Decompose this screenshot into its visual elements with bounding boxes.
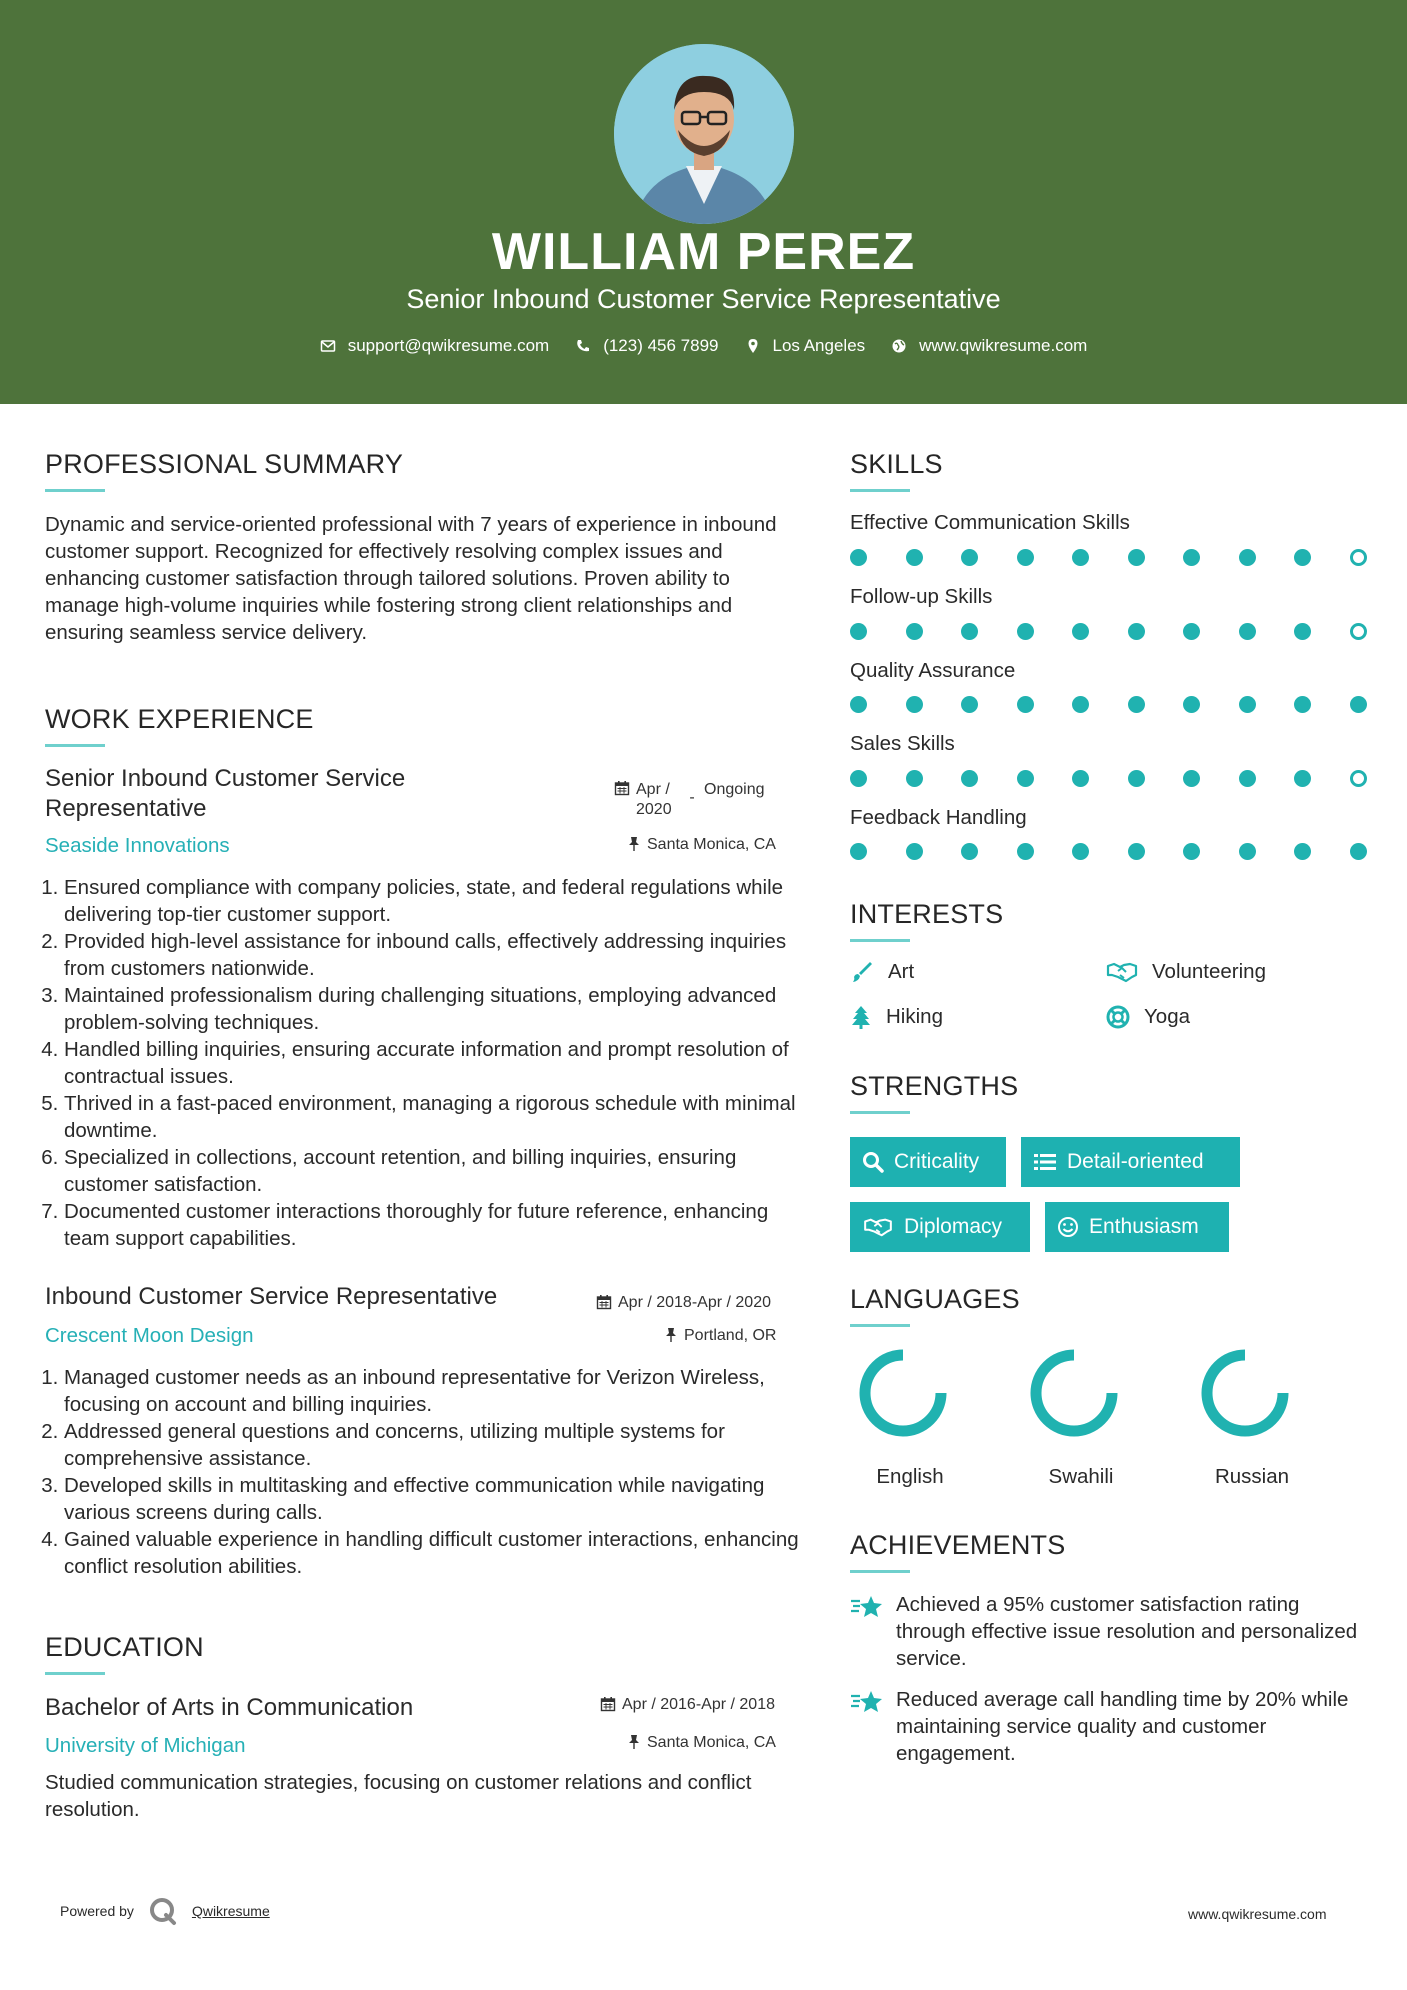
list-item: 2. Addressed general questions and concerns, utilizing multiple systems for comprehensive assistance. bbox=[64, 1418, 814, 1472]
rating-dot-filled bbox=[1239, 696, 1256, 713]
pushpin-icon bbox=[627, 1734, 641, 1750]
powered-by-text: Powered by bbox=[60, 1903, 134, 1919]
skill-name: Feedback Handling bbox=[850, 806, 1027, 829]
rating-dot-filled bbox=[1072, 843, 1089, 860]
education-dates bbox=[600, 1696, 775, 1714]
contact-email[interactable] bbox=[320, 336, 550, 356]
rating-dot-filled bbox=[1350, 843, 1367, 860]
rating-dot-filled bbox=[1072, 770, 1089, 787]
phone-icon bbox=[575, 338, 591, 354]
experience-heading: WORK EXPERIENCE bbox=[45, 704, 314, 734]
handshake-icon bbox=[1106, 960, 1138, 984]
phone-text: (123) 456 7899 bbox=[603, 336, 719, 355]
skills-underline bbox=[850, 489, 910, 492]
language-label: Russian bbox=[1214, 1465, 1290, 1488]
rating-dot-filled bbox=[961, 623, 978, 640]
interest-label: Art bbox=[888, 960, 915, 983]
job-dates bbox=[614, 780, 770, 820]
interests-underline bbox=[850, 939, 910, 942]
rating-dot-filled bbox=[1294, 696, 1311, 713]
rating-dot-empty bbox=[1350, 623, 1367, 640]
skill-rating bbox=[850, 549, 1370, 569]
contact-website[interactable] bbox=[891, 336, 1087, 356]
interest-item bbox=[1106, 1005, 1190, 1029]
strength-badge bbox=[1021, 1137, 1240, 1187]
rating-dot-filled bbox=[961, 549, 978, 566]
job-title: Inbound Customer Service Representative bbox=[45, 1283, 498, 1310]
candidate-name: WILLIAM PEREZ bbox=[491, 223, 916, 281]
job-date-start: Apr / 2020 bbox=[636, 781, 672, 818]
interest-label: Hiking bbox=[886, 1005, 943, 1028]
rating-dot-filled bbox=[850, 623, 867, 640]
skill-name: Follow-up Skills bbox=[850, 585, 993, 608]
search-icon bbox=[862, 1151, 884, 1173]
interest-item bbox=[1106, 960, 1266, 984]
pushpin-icon bbox=[664, 1327, 678, 1343]
lifebuoy-icon bbox=[1106, 1005, 1130, 1029]
interests-heading: INTERESTS bbox=[850, 899, 1004, 929]
rating-dot-filled bbox=[1072, 696, 1089, 713]
globe-icon bbox=[891, 338, 907, 354]
strength-badge bbox=[850, 1137, 1006, 1187]
rating-dot-filled bbox=[1128, 843, 1145, 860]
calendar-icon bbox=[596, 1294, 612, 1310]
pushpin-icon bbox=[627, 836, 641, 852]
rating-dot-filled bbox=[1239, 770, 1256, 787]
strength-label: Criticality bbox=[894, 1150, 980, 1173]
smile-icon bbox=[1057, 1216, 1079, 1238]
education-underline bbox=[45, 1672, 105, 1675]
achievement-item bbox=[850, 1591, 1370, 1672]
job-dates bbox=[596, 1294, 771, 1312]
job-location bbox=[664, 1327, 776, 1345]
list-item: 4. Handled billing inquiries, ensuring accurate information and prompt resolution of contractual issues. bbox=[64, 1036, 814, 1090]
rating-dot-filled bbox=[850, 549, 867, 566]
skill-name: Quality Assurance bbox=[850, 659, 1016, 682]
rating-dot-filled bbox=[850, 843, 867, 860]
list-item: 1. Managed customer needs as an inbound representative for Verizon Wireless, focusing on account and billing inquiries. bbox=[64, 1364, 814, 1418]
skill-name: Sales Skills bbox=[850, 732, 955, 755]
language-label: English bbox=[876, 1465, 944, 1488]
rating-dot-filled bbox=[1239, 843, 1256, 860]
qwikresume-link[interactable]: Qwikresume bbox=[191, 1903, 270, 1919]
education-location bbox=[627, 1734, 776, 1752]
rating-dot-filled bbox=[1017, 696, 1034, 713]
rating-dot-filled bbox=[961, 770, 978, 787]
contact-bar bbox=[0, 336, 1407, 356]
qwikresume-logo-icon bbox=[148, 1896, 178, 1926]
envelope-icon bbox=[320, 338, 336, 354]
rating-dot-filled bbox=[906, 770, 923, 787]
achievement-text: Reduced average call handling time by 20% while maintaining service quality and customer engagement. bbox=[896, 1688, 1349, 1765]
interest-item bbox=[850, 1005, 943, 1029]
rating-dot-filled bbox=[1128, 549, 1145, 566]
strengths-underline bbox=[850, 1111, 910, 1114]
rating-dot-empty bbox=[1350, 770, 1367, 787]
resume-header bbox=[0, 0, 1407, 404]
strengths-heading: STRENGTHS bbox=[850, 1071, 1019, 1101]
strength-badge bbox=[850, 1202, 1030, 1252]
job-location bbox=[627, 836, 776, 854]
rating-dot-filled bbox=[906, 623, 923, 640]
rating-dot-filled bbox=[1183, 843, 1200, 860]
shooting-star-icon bbox=[850, 1688, 884, 1716]
rating-dot-filled bbox=[1072, 549, 1089, 566]
rating-dot-filled bbox=[850, 770, 867, 787]
rating-dot-filled bbox=[1128, 696, 1145, 713]
job-title: Senior Inbound Customer Service Representative bbox=[45, 765, 406, 822]
job-duties bbox=[45, 874, 814, 1252]
list-item: 2. Provided high-level assistance for inbound calls, effectively addressing inquiries from customers nationwide. bbox=[64, 928, 814, 982]
rating-dot-filled bbox=[1017, 623, 1034, 640]
degree-title: Bachelor of Arts in Communication bbox=[45, 1694, 414, 1721]
rating-dot-filled bbox=[850, 696, 867, 713]
rating-dot-filled bbox=[906, 549, 923, 566]
summary-underline bbox=[45, 489, 105, 492]
calendar-icon bbox=[600, 1696, 616, 1712]
skill-rating bbox=[850, 623, 1370, 643]
company-name: Crescent Moon Design bbox=[45, 1324, 254, 1347]
interest-item bbox=[850, 960, 914, 984]
skills-heading: SKILLS bbox=[850, 449, 943, 479]
language-gauges bbox=[850, 1345, 1370, 1455]
interest-label: Yoga bbox=[1144, 1005, 1190, 1028]
rating-dot-filled bbox=[1183, 623, 1200, 640]
rating-dot-filled bbox=[906, 696, 923, 713]
location-text: Los Angeles bbox=[772, 336, 866, 355]
strength-badge bbox=[1045, 1202, 1229, 1252]
job-location-text: Portland, OR bbox=[684, 1327, 777, 1344]
rating-dot-filled bbox=[1017, 843, 1034, 860]
list-item: 7. Documented customer interactions thoroughly for future reference, enhancing team support capabilities. bbox=[64, 1198, 814, 1252]
education-date-text: Apr / 2016-Apr / 2018 bbox=[622, 1696, 775, 1713]
language-level-arc bbox=[1036, 1355, 1112, 1431]
rating-dot-filled bbox=[1017, 549, 1034, 566]
shooting-star-icon bbox=[850, 1593, 884, 1621]
footer-powered-by bbox=[60, 1896, 270, 1926]
interest-label: Volunteering bbox=[1152, 960, 1266, 983]
education-heading: EDUCATION bbox=[45, 1632, 204, 1662]
map-pin-icon bbox=[745, 338, 761, 354]
rating-dot-filled bbox=[906, 843, 923, 860]
skill-rating bbox=[850, 843, 1370, 863]
list-icon bbox=[1033, 1152, 1057, 1172]
achievement-item bbox=[850, 1686, 1370, 1767]
achievements-heading: ACHIEVEMENTS bbox=[850, 1530, 1066, 1560]
list-item: 1. Ensured compliance with company policies, state, and federal regulations while delivering top-tier customer support. bbox=[64, 874, 814, 928]
rating-dot-filled bbox=[1294, 623, 1311, 640]
language-level-arc bbox=[1207, 1355, 1283, 1431]
website-text: www.qwikresume.com bbox=[919, 336, 1088, 355]
strength-label: Enthusiasm bbox=[1089, 1215, 1199, 1238]
candidate-title: Senior Inbound Customer Service Representative bbox=[406, 284, 1001, 314]
skill-rating bbox=[850, 696, 1370, 716]
job-date-text: Apr / 2018-Apr / 2020 bbox=[618, 1294, 771, 1311]
language-label: Swahili bbox=[1048, 1465, 1114, 1488]
list-item: 3. Maintained professionalism during challenging situations, employing advanced problem-solving techniques. bbox=[64, 982, 814, 1036]
rating-dot-filled bbox=[1294, 770, 1311, 787]
rating-dot-filled bbox=[1183, 549, 1200, 566]
education-location-text: Santa Monica, CA bbox=[647, 1734, 776, 1751]
rating-dot-filled bbox=[1128, 623, 1145, 640]
contact-location bbox=[745, 336, 866, 356]
contact-phone[interactable] bbox=[575, 336, 718, 356]
skill-rating bbox=[850, 770, 1370, 790]
experience-underline bbox=[45, 744, 105, 747]
tree-icon bbox=[850, 1005, 872, 1029]
profile-photo bbox=[614, 44, 794, 224]
list-item: 4. Gained valuable experience in handling difficult customer interactions, enhancing conflict resolution abilities. bbox=[64, 1526, 814, 1580]
skill-name: Effective Communication Skills bbox=[850, 511, 1130, 534]
achievement-text: Achieved a 95% customer satisfaction rating through effective issue resolution and personalized service. bbox=[896, 1593, 1358, 1670]
rating-dot-filled bbox=[1017, 770, 1034, 787]
strength-label: Detail-oriented bbox=[1067, 1150, 1204, 1173]
rating-dot-filled bbox=[961, 843, 978, 860]
strength-label: Diplomacy bbox=[904, 1215, 1003, 1238]
company-name: Seaside Innovations bbox=[45, 834, 230, 857]
job-duties bbox=[45, 1364, 814, 1580]
rating-dot-filled bbox=[1239, 623, 1256, 640]
handshake-icon bbox=[862, 1216, 894, 1238]
list-item: 5. Thrived in a fast-paced environment, managing a rigorous schedule with minimal downtime. bbox=[64, 1090, 814, 1144]
education-text: Studied communication strategies, focusing on customer relations and conflict resolution. bbox=[45, 1771, 752, 1821]
rating-dot-filled bbox=[1294, 549, 1311, 566]
job-location-text: Santa Monica, CA bbox=[647, 836, 776, 853]
footer-url[interactable]: www.qwikresume.com bbox=[1188, 1906, 1327, 1922]
list-item: 3. Developed skills in multitasking and effective communication while navigating various screens during calls. bbox=[64, 1472, 814, 1526]
paintbrush-icon bbox=[850, 960, 874, 984]
language-level-arc bbox=[865, 1355, 941, 1431]
job-date-end: Ongoing bbox=[704, 781, 765, 798]
languages-underline bbox=[850, 1324, 910, 1327]
email-text: support@qwikresume.com bbox=[347, 336, 550, 355]
rating-dot-filled bbox=[1350, 696, 1367, 713]
school-name: University of Michigan bbox=[45, 1734, 246, 1757]
rating-dot-filled bbox=[1294, 843, 1311, 860]
languages-heading: LANGUAGES bbox=[850, 1284, 1020, 1314]
list-item: 6. Specialized in collections, account retention, and billing inquiries, ensuring customer satisfaction. bbox=[64, 1144, 814, 1198]
achievements-underline bbox=[850, 1570, 910, 1573]
rating-dot-filled bbox=[1128, 770, 1145, 787]
summary-heading: PROFESSIONAL SUMMARY bbox=[45, 449, 404, 479]
rating-dot-filled bbox=[1239, 549, 1256, 566]
rating-dot-empty bbox=[1350, 549, 1367, 566]
rating-dot-filled bbox=[961, 696, 978, 713]
rating-dot-filled bbox=[1183, 696, 1200, 713]
summary-text: Dynamic and service-oriented professional with 7 years of experience in inbound customer support. Recognized for effectively resolving complex issues and enhancing customer satisfaction through tailored solutions. Proven ability to manage high-volume inquiries while fostering strong client relationships and ensuring seamless service delivery. bbox=[45, 513, 777, 644]
rating-dot-filled bbox=[1072, 623, 1089, 640]
job-date-sep: - bbox=[689, 789, 695, 806]
rating-dot-filled bbox=[1183, 770, 1200, 787]
calendar-icon bbox=[614, 780, 630, 796]
